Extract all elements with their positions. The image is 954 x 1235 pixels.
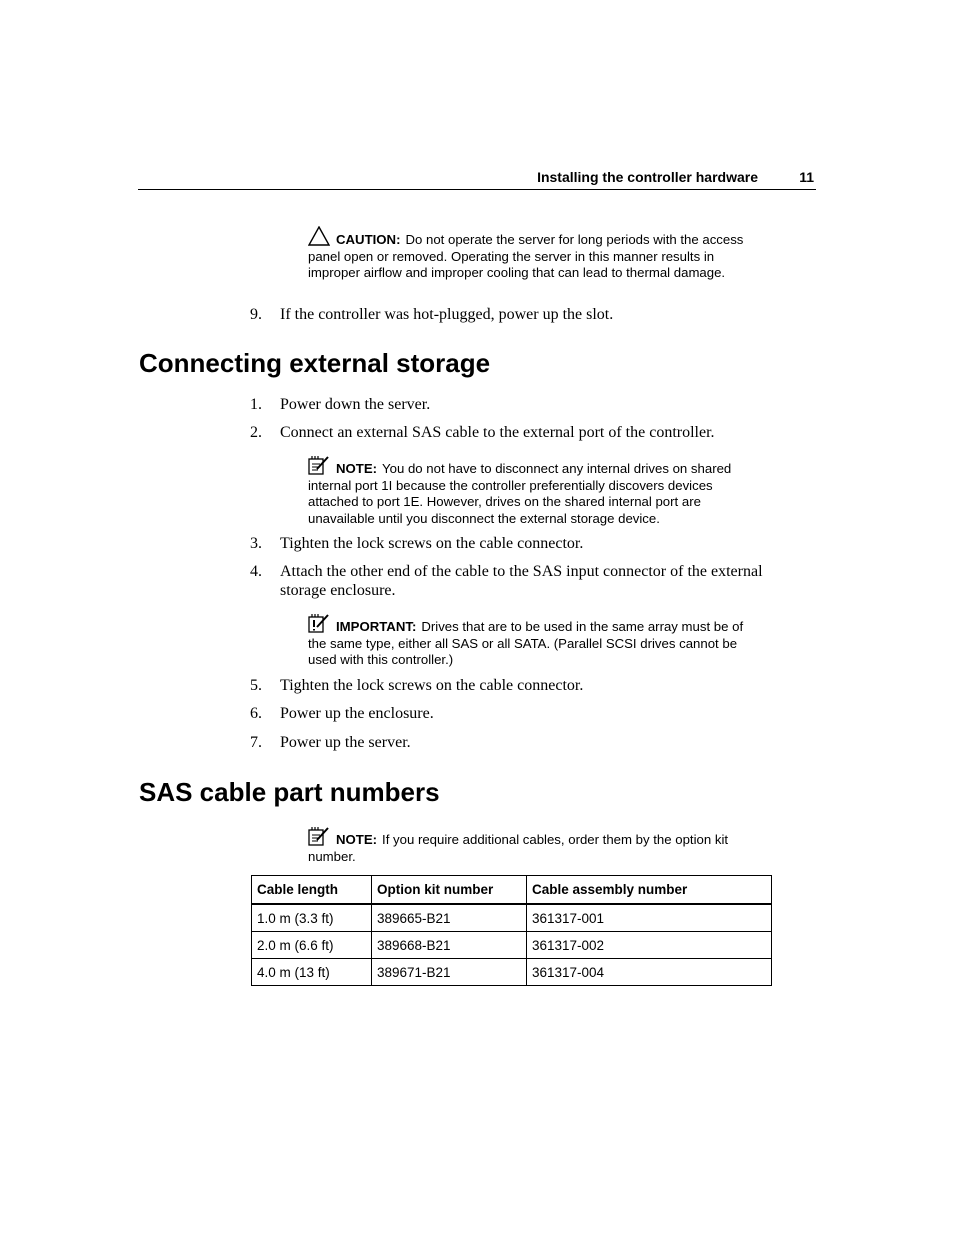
- step-number: 1.: [250, 396, 262, 413]
- important-text: Drives that are to be used in the same array must be of the same type, either all SAS or all SATA. (Parallel SCSI drives cannot be used with this controller.): [308, 619, 744, 667]
- note-callout: [308, 455, 763, 527]
- table-cell: 389665-B21: [372, 904, 527, 932]
- table-row: [252, 904, 772, 932]
- step-text: Tighten the lock screws on the cable connector.: [280, 535, 584, 552]
- important-label: IMPORTANT:: [336, 619, 417, 634]
- step-text: Attach the other end of the cable to the SAS input connector of the external storage enclosure.: [280, 563, 763, 599]
- note-label: NOTE:: [336, 832, 378, 847]
- column-header-cable-length: Cable length: [252, 876, 372, 905]
- step-text: Power down the server.: [280, 396, 431, 413]
- cable-part-numbers-table: [251, 875, 772, 986]
- table-cell: 361317-001: [527, 904, 772, 932]
- table-row: [252, 932, 772, 959]
- note-icon: [308, 826, 330, 846]
- section-heading-connecting-external-storage: Connecting external storage: [139, 348, 491, 378]
- caution-triangle-icon: [308, 226, 330, 246]
- step-text: Tighten the lock screws on the cable connector.: [280, 677, 584, 694]
- note-text: You do not have to disconnect any internal drives on shared internal port 1I because the controller preferentially discovers devices attached to port 1E. However, drives on the shared internal port are unavailable until you disconnect the external storage device.: [308, 461, 732, 526]
- step-text: Connect an external SAS cable to the external port of the controller.: [280, 424, 715, 441]
- table-cell: 1.0 m (3.3 ft): [252, 904, 372, 932]
- step-number: 7.: [250, 734, 262, 751]
- important-icon: [308, 613, 330, 633]
- running-header-title: Installing the controller hardware: [537, 169, 758, 185]
- step-3: [250, 534, 810, 553]
- table-cell: 361317-002: [527, 932, 772, 959]
- table-cell: 361317-004: [527, 959, 772, 986]
- section-heading-sas-cable-part-numbers: SAS cable part numbers: [139, 777, 440, 807]
- step-1: [250, 395, 810, 414]
- important-callout: [308, 613, 763, 669]
- note-icon: [308, 455, 330, 475]
- note-text: If you require additional cables, order them by the option kit number.: [308, 832, 729, 864]
- note-label: NOTE:: [336, 461, 378, 476]
- note-callout-cables: [308, 826, 763, 865]
- step-text: Power up the enclosure.: [280, 705, 434, 722]
- table-header-row: [252, 876, 772, 905]
- step-number: 9.: [250, 306, 262, 323]
- column-header-cable-assembly-number: Cable assembly number: [527, 876, 772, 905]
- caution-text: Do not operate the server for long periods with the access panel open or removed. Operating the server in this manner results in improper airflow and improper cooling that can lead to thermal damage.: [308, 232, 744, 280]
- table-cell: 4.0 m (13 ft): [252, 959, 372, 986]
- step-6: [250, 704, 810, 723]
- step-number: 5.: [250, 677, 262, 694]
- caution-label: CAUTION:: [336, 232, 401, 247]
- page-number: 11: [799, 169, 814, 185]
- step-number: 6.: [250, 705, 262, 722]
- step-text: If the controller was hot-plugged, power up the slot.: [280, 306, 614, 323]
- column-header-option-kit-number: Option kit number: [372, 876, 527, 905]
- step-7: [250, 733, 810, 752]
- step-5: [250, 676, 810, 695]
- table-cell: 2.0 m (6.6 ft): [252, 932, 372, 959]
- caution-callout: [308, 226, 763, 282]
- step-2: [250, 423, 810, 442]
- step-number: 3.: [250, 535, 262, 552]
- step-text: Power up the server.: [280, 734, 411, 751]
- table-row: [252, 959, 772, 986]
- step-4: [250, 562, 810, 600]
- table-cell: 389668-B21: [372, 932, 527, 959]
- step-number: 2.: [250, 424, 262, 441]
- table-cell: 389671-B21: [372, 959, 527, 986]
- running-header: [138, 168, 816, 190]
- step-9: [250, 305, 810, 324]
- step-number: 4.: [250, 563, 262, 580]
